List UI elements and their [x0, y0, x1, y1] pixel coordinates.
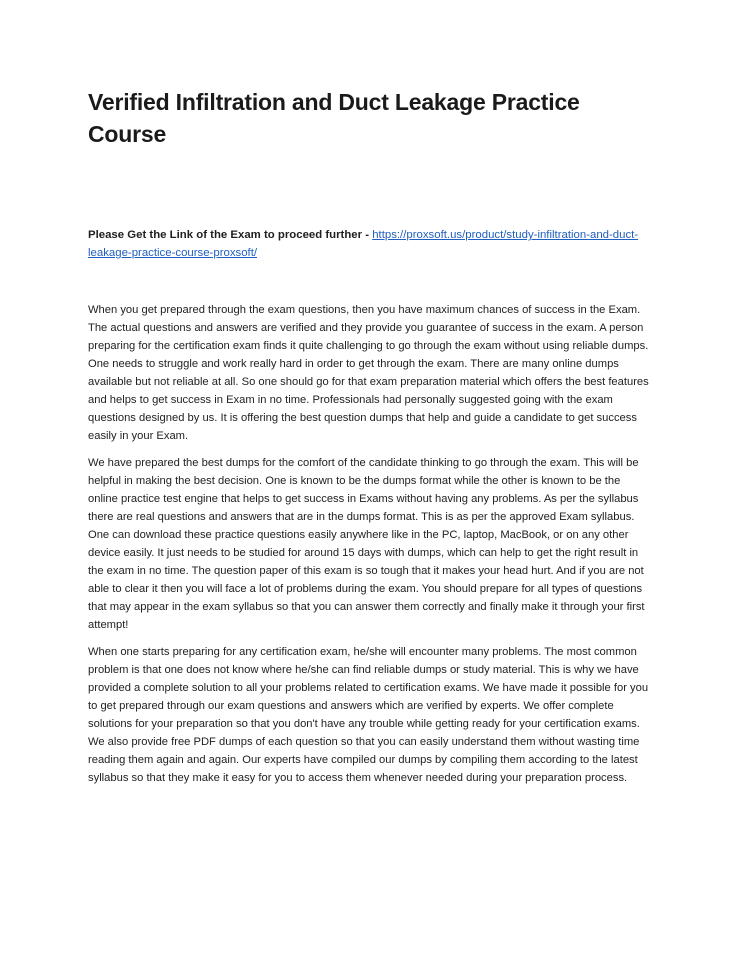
paragraph-3: When one starts preparing for any certification exam, he/she will encounter many problems. The most common problem is that one does not know where he/she can find reliable dumps or study material. This is why we have provided a complete solution to all your problems related to certification exams. We have made it possible for you to get prepared through our exam questions and answers which are verified by experts. We offer complete solutions for your preparation so that you don't have any trouble while getting ready for your certification exams. We also provide free PDF dumps of each question so that you can easily understand them without wasting time reading them again and again. Our experts have compiled our dumps by compiling them according to the latest syllabus so that they make it easy for you to access them whenever needed during your preparation process. [88, 646, 649, 784]
link-lead-text: Please Get the Link of the Exam to proceed further - [88, 229, 373, 241]
paragraph-1: When you get prepared through the exam questions, then you have maximum chances of success in the Exam. The actual questions and answers are verified and they provide you guarantee of success in the exam. A person preparing for the certification exam finds it quite challenging to go through the exam without using reliable dumps. One needs to struggle and work really hard in order to get through the exam. There are many online dumps available but not reliable at all. So one should go for that exam preparation material which offers the best features and helps to get success in Exam in no time. Professionals had personally suggested going with the exam questions designed by us. It is offering the best question dumps that help and guide a candidate to get success easily in your Exam. [88, 304, 649, 442]
body-text [88, 301, 650, 796]
page-title: Verified Infiltration and Duct Leakage Practice Course [88, 89, 580, 147]
exam-link[interactable]: https://proxsoft.us/product/study-infiltration-and-duct-leakage-practice-course-proxsoft/ [88, 229, 639, 259]
paragraph-2: We have prepared the best dumps for the comfort of the candidate thinking to go through the exam. This will be helpful in making the best decision. One is known to be the dumps format while the other is known to be the online practice test engine that helps to get success in Exams without having any problems. As per the syllabus there are real questions and answers that are in the dumps format. This is as per the approved Exam syllabus. One can download these practice questions easily anywhere like in the PC, laptop, MacBook, or on any other device easily. It just needs to be studied for around 15 days with dumps, which can help to get the right result in the exam in no time. The question paper of this exam is so tough that it makes your head hurt. And if you are not able to clear it then you will face a lot of problems during the exam. You should prepare for all types of questions that may appear in the exam syllabus so that you can answer them correctly and finally make it through your first attempt! [88, 457, 645, 631]
exam-link-paragraph [88, 226, 654, 262]
